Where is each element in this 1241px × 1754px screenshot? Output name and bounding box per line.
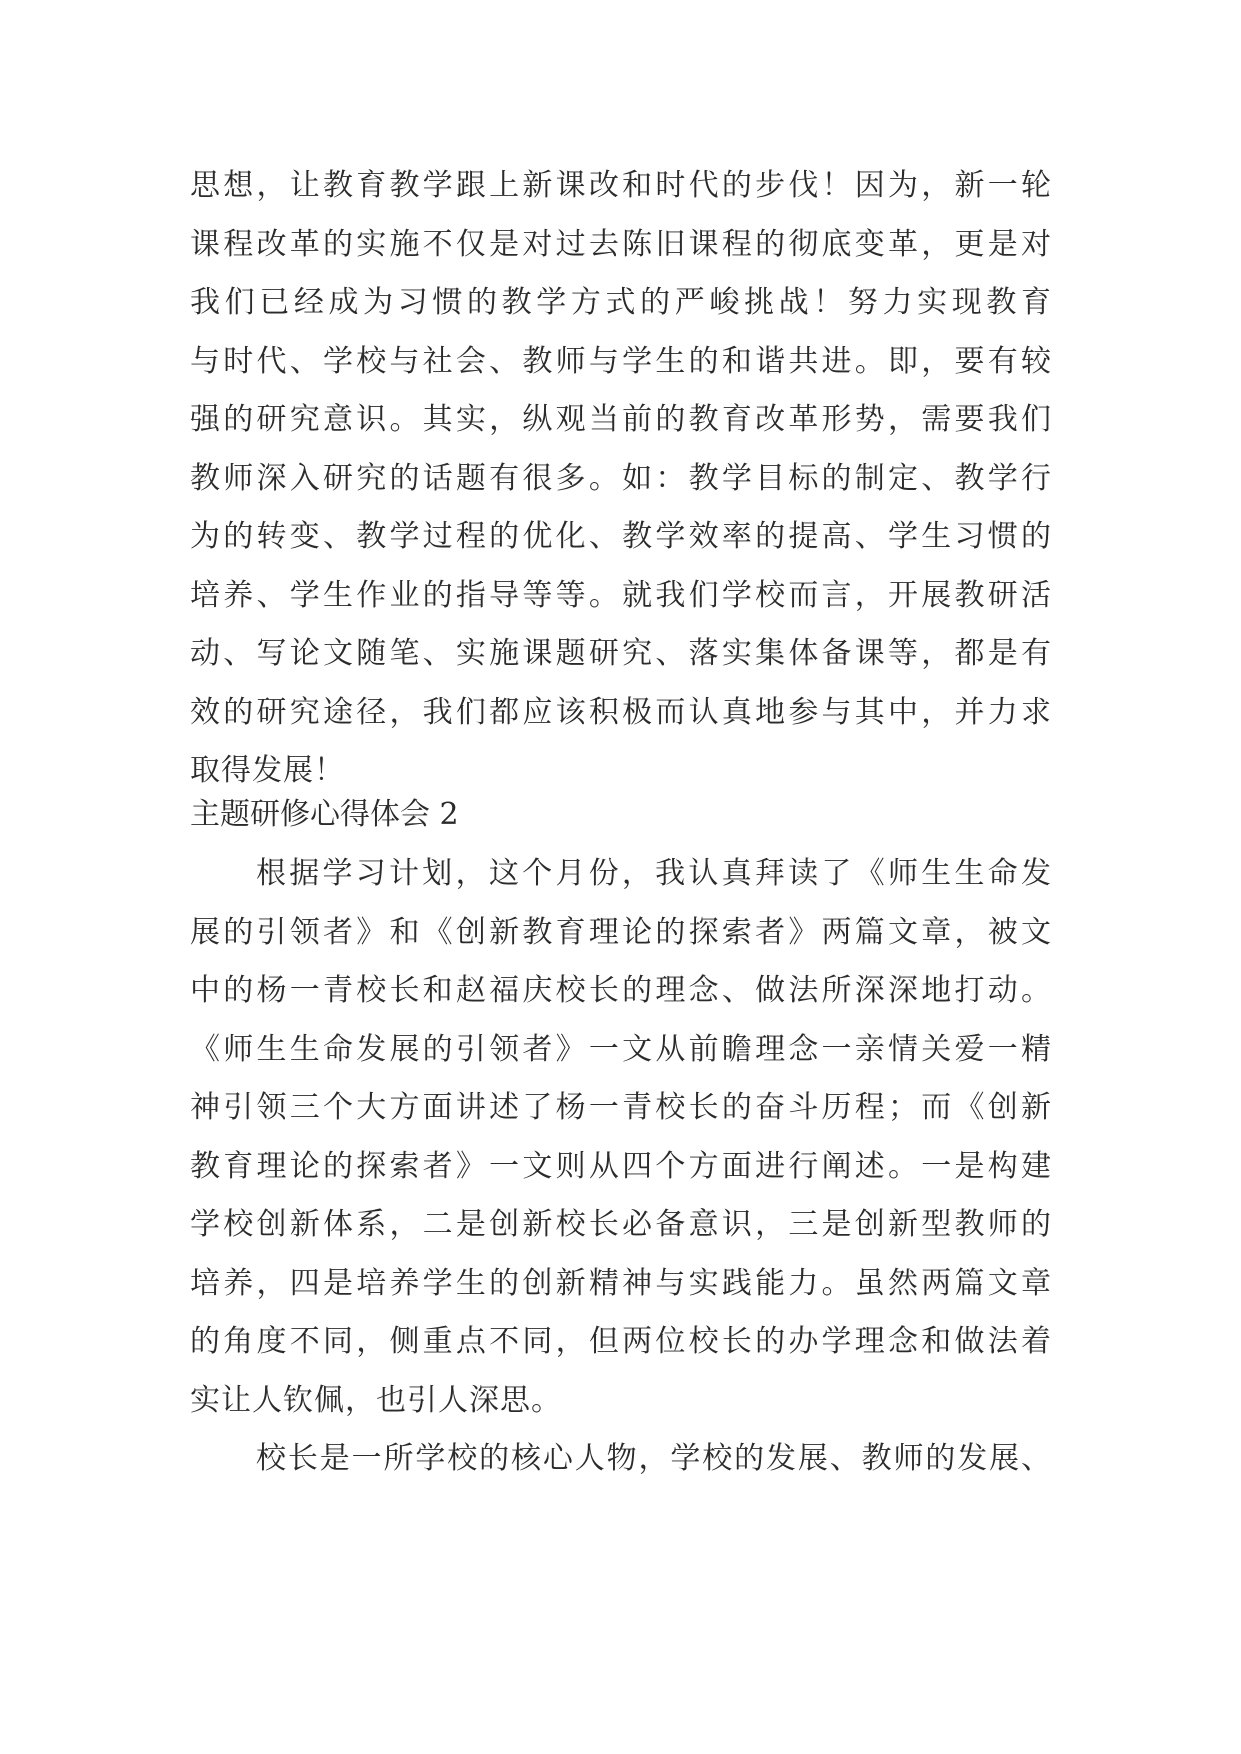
paragraph-line: 中的杨一青校长和赵福庆校长的理念、做法所深深地打动。 bbox=[190, 973, 1052, 1008]
paragraph-line: 思想，让教育教学跟上新课改和时代的步伐！因为，新一轮 bbox=[190, 168, 1052, 203]
paragraph-line: 《师生生命发展的引领者》一文从前瞻理念一亲情关爱一精 bbox=[190, 1031, 1052, 1067]
paragraph-line: 为的转变、教学过程的优化、教学效率的提高、学生习惯的 bbox=[190, 519, 1052, 554]
paragraph-line: 动、写论文随笔、实施课题研究、落实集体备课等，都是有 bbox=[190, 636, 1052, 671]
paragraph-line: 校长是一所学校的核心人物，学校的发展、教师的发展、 bbox=[256, 1441, 1052, 1476]
section-heading: 主题研修心得体会 2 bbox=[190, 797, 459, 832]
paragraph-line: 神引领三个大方面讲述了杨一青校长的奋斗历程；而《创新 bbox=[190, 1090, 1052, 1125]
paragraph-line: 教师深入研究的话题有很多。如：教学目标的制定、教学行 bbox=[190, 460, 1052, 496]
paragraph-line: 培养、学生作业的指导等等。就我们学校而言，开展教研活 bbox=[190, 577, 1052, 613]
paragraph-line: 强的研究意识。其实，纵观当前的教育改革形势，需要我们 bbox=[190, 402, 1052, 437]
paragraph-line: 展的引领者》和《创新教育理论的探索者》两篇文章，被文 bbox=[190, 914, 1052, 950]
paragraph-line: 效的研究途径，我们都应该积极而认真地参与其中，并力求 bbox=[190, 694, 1052, 730]
paragraph-line: 教育理论的探索者》一文则从四个方面进行阐述。一是构建 bbox=[190, 1148, 1052, 1184]
paragraph-line: 课程改革的实施不仅是对过去陈旧课程的彻底变革，更是对 bbox=[190, 226, 1052, 262]
paragraph-body bbox=[190, 845, 1052, 1489]
paragraph-line: 实让人钦佩，也引人深思。 bbox=[190, 1382, 562, 1418]
paragraph-continuation bbox=[190, 157, 1052, 801]
paragraph-line: 与时代、学校与社会、教师与学生的和谐共进。即，要有较 bbox=[190, 343, 1052, 379]
paragraph-line: 取得发展！ bbox=[190, 753, 345, 788]
paragraph-line: 培养，四是培养学生的创新精神与实践能力。虽然两篇文章 bbox=[190, 1265, 1052, 1301]
section-heading-block bbox=[190, 786, 1052, 845]
paragraph-line: 我们已经成为习惯的教学方式的严峻挑战！努力实现教育 bbox=[190, 285, 1052, 320]
paragraph-line: 学校创新体系，二是创新校长必备意识，三是创新型教师的 bbox=[190, 1207, 1052, 1242]
paragraph-line: 的角度不同，侧重点不同，但两位校长的办学理念和做法着 bbox=[190, 1324, 1052, 1359]
paragraph-line: 根据学习计划，这个月份，我认真拜读了《师生生命发 bbox=[256, 856, 1052, 891]
